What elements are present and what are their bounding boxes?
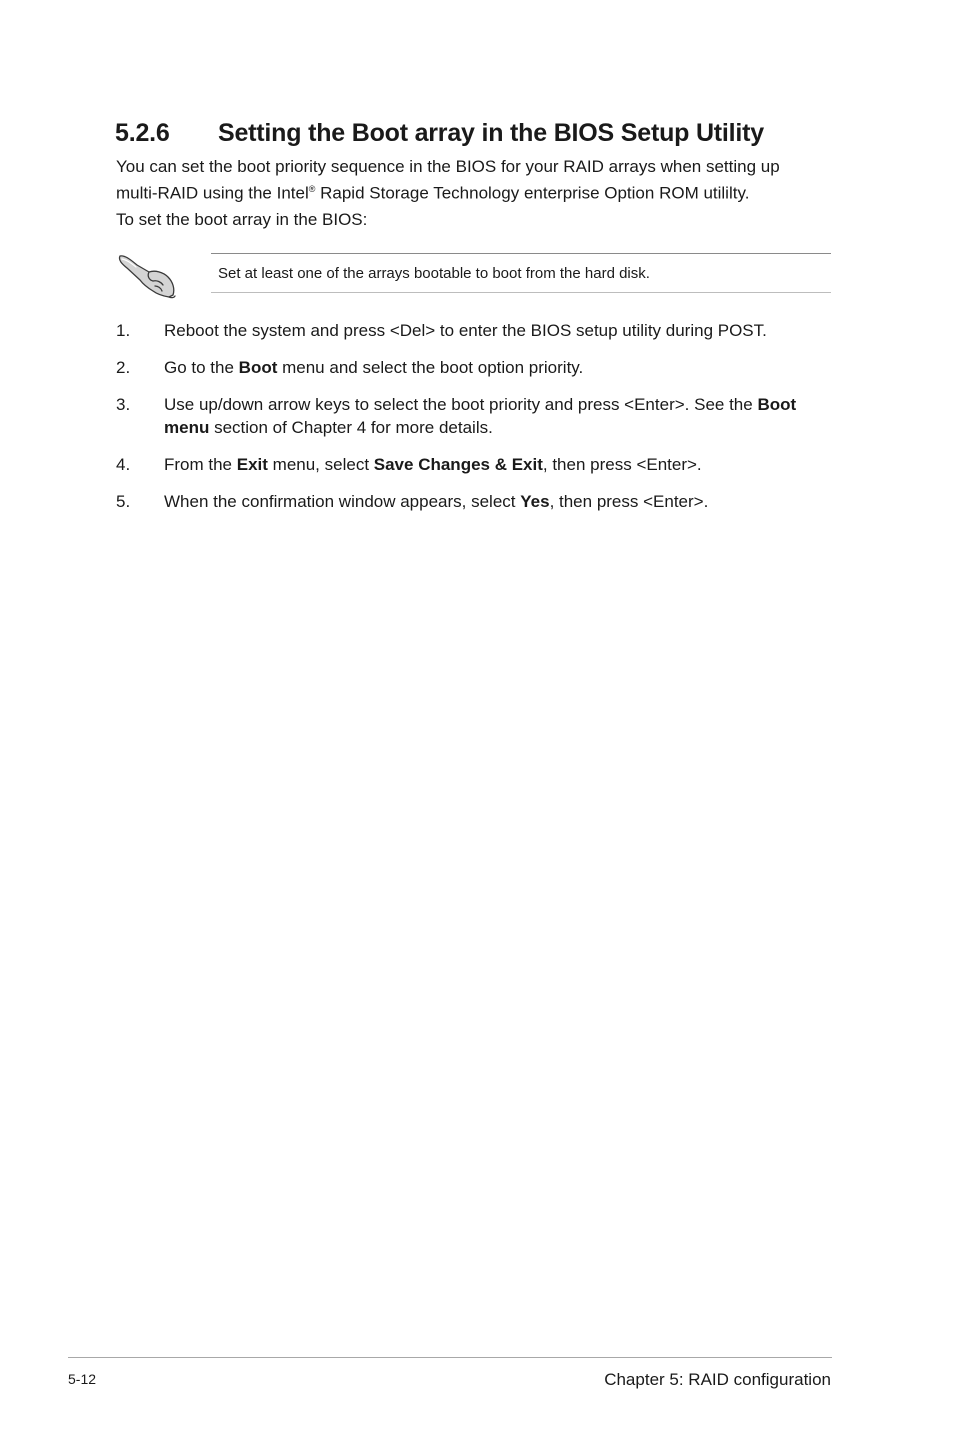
step-number: 1. bbox=[116, 321, 131, 340]
step-number: 2. bbox=[116, 358, 131, 377]
lead-sentence: To set the boot array in the BIOS: bbox=[116, 210, 368, 229]
step-number: 3. bbox=[116, 395, 131, 414]
step-text: Reboot the system and press <Del> to enter the BIOS setup utility during POST. bbox=[164, 321, 767, 340]
intro-line-2-start: multi-RAID using the Intel bbox=[116, 183, 309, 203]
chapter-label: Chapter 5: RAID configuration bbox=[604, 1370, 831, 1389]
note-text: Set at least one of the arrays bootable to boot from the hard disk. bbox=[218, 265, 650, 282]
pointing-hand-icon bbox=[113, 250, 179, 300]
step-text: Use up/down arrow keys to select the boot priority and press <Enter>. See the Boot menu section of Chapter 4 for more details. bbox=[164, 395, 797, 437]
registered-mark: ® bbox=[308, 184, 316, 194]
step-text: When the confirmation window appears, select Yes, then press <Enter>. bbox=[164, 492, 709, 511]
section-number: 5.2.6 bbox=[115, 119, 170, 147]
step-text: From the Exit menu, select Save Changes & Exit, then press <Enter>. bbox=[164, 455, 702, 474]
page-number: 5-12 bbox=[68, 1371, 97, 1387]
intro-paragraph bbox=[116, 155, 816, 205]
intro-line-1: You can set the boot priority sequence in the BIOS for your RAID arrays when setting up bbox=[116, 157, 780, 176]
footer-divider bbox=[68, 1357, 832, 1358]
step-number: 4. bbox=[116, 455, 131, 474]
section-heading bbox=[115, 117, 764, 149]
intro-line-2-end: Rapid Storage Technology enterprise Option ROM utililty. bbox=[315, 183, 750, 203]
note-box bbox=[211, 253, 831, 293]
section-title: Setting the Boot array in the BIOS Setup Utility bbox=[218, 119, 765, 147]
step-number: 5. bbox=[116, 492, 131, 511]
step-text: Go to the Boot menu and select the boot option priority. bbox=[164, 358, 584, 377]
